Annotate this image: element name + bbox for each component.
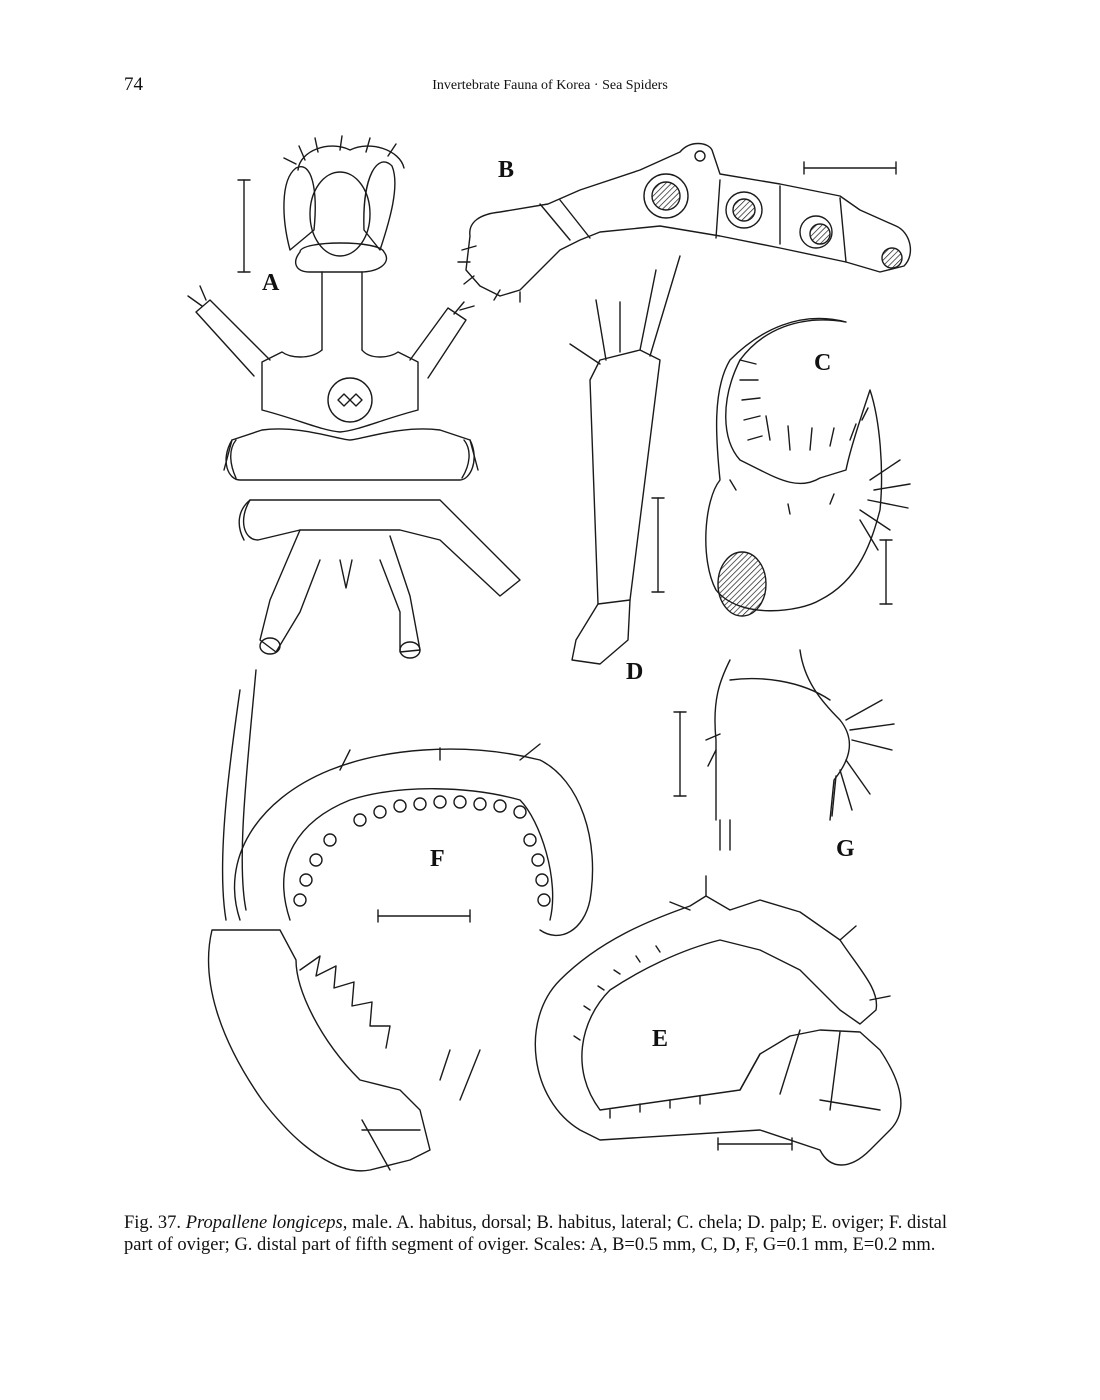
panel-label-b: B <box>498 157 515 183</box>
page-number: 74 <box>124 74 143 95</box>
panel-label-f: F <box>430 846 445 872</box>
figure-label: Fig. 37. <box>124 1213 182 1233</box>
caption-text: , male. A. habitus, dorsal; B. habitus, lateral; C. chela; D. palp; E. oviger; F. distal part of oviger; G. distal part of fifth segment of oviger. Scales: A, B=0.5 mm, C, D, F, G=0.1 mm, E=0.2 mm. <box>124 1213 948 1255</box>
panel-label-a: A <box>262 270 280 296</box>
panel-a-drawing <box>188 136 520 658</box>
panel-d-drawing <box>570 256 680 664</box>
panel-e-drawing <box>535 876 901 1165</box>
species-name: Propallene longiceps <box>185 1213 343 1233</box>
panel-label-d: D <box>626 659 644 685</box>
panel-b-drawing <box>458 144 910 303</box>
panel-label-c: C <box>814 350 832 376</box>
panel-f-drawing <box>209 670 593 1171</box>
panel-label-g: G <box>836 836 855 862</box>
panel-c-drawing <box>706 318 910 616</box>
figure-caption <box>124 1212 980 1256</box>
panel-g-drawing <box>674 650 894 850</box>
panel-label-e: E <box>652 1026 669 1052</box>
running-head: Invertebrate Fauna of Korea · Sea Spiders <box>432 78 668 93</box>
